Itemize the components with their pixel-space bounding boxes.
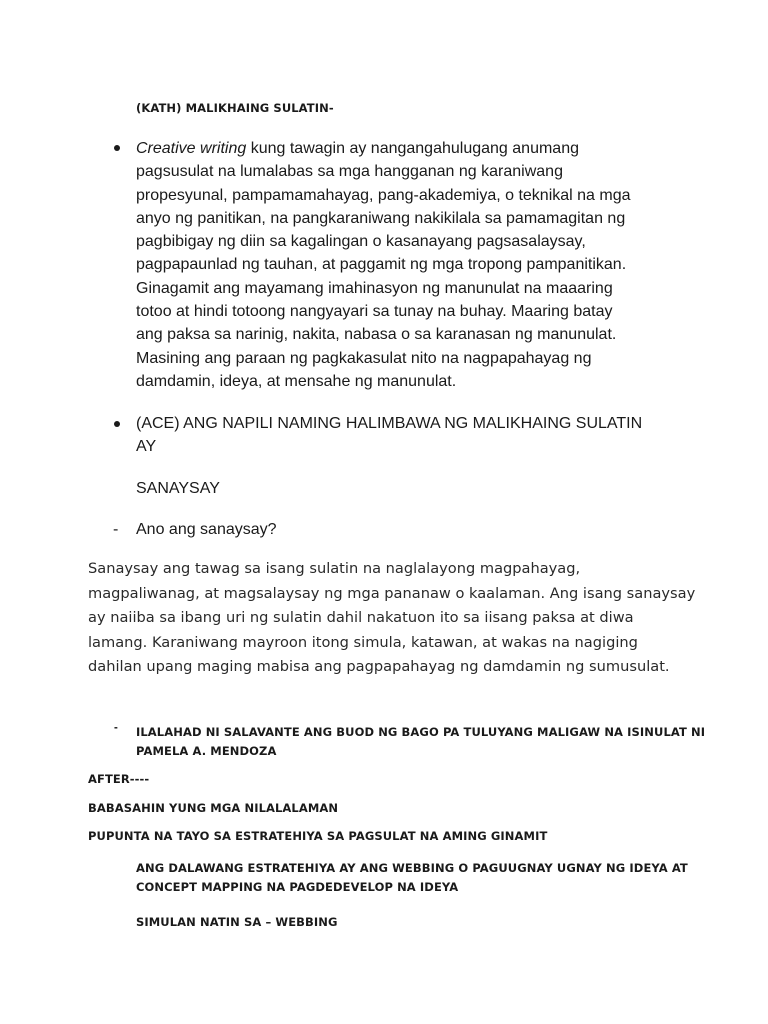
simulan-line: SIMULAN NATIN SA – WEBBING [136, 915, 338, 929]
paragraph-line: pagbibigay ng diin sa kagalingan o kasanayang pagsasalaysay, [136, 233, 586, 251]
salavante-item [136, 723, 756, 761]
ace-paragraph [136, 412, 756, 459]
paragraph-line: PAMELA A. MENDOZA [136, 744, 277, 758]
paragraph-line: ANG DALAWANG ESTRATEHIYA AY ANG WEBBING O PAGUUGNAY UGNAY NG IDEYA AT [136, 861, 688, 875]
paragraph-line: dahilan upang maging mabisa ang pagpapahayag ng damdamin ng sumusulat. [88, 658, 670, 676]
pupunta-line: PUPUNTA NA TAYO SA ESTRATEHIYA SA PAGSULAT NA AMING GINAMIT [88, 829, 548, 843]
paragraph-line: ay naiiba sa ibang uri ng sulatin dahil nakatuon ito sa iisang paksa at diwa [88, 609, 634, 627]
question-text: Ano ang sanaysay? [136, 521, 277, 538]
paragraph-line: ILALAHAD NI SALAVANTE ANG BUOD NG BAGO PA TULUYANG MALIGAW NA ISINULAT NI [136, 725, 706, 739]
paragraph-line: pagpapaunlad ng tauhan, at paggamit ng mga tropong pampanitikan. [136, 256, 627, 274]
sanaysay-label: SANAYSAY [136, 480, 220, 497]
section-heading-kath: (KATH) MALIKHAING SULATIN- [136, 101, 334, 115]
creative-writing-paragraph [136, 137, 756, 393]
sanaysay-definition [88, 557, 760, 680]
paragraph-line-text: kung tawagin ay nangangahulugang anumang [246, 140, 579, 157]
paragraph-line [136, 137, 756, 160]
bullet-dot [114, 421, 120, 427]
paragraph-line: Sanaysay ang tawag sa isang sulatin na naglalayong magpahayag, [88, 560, 581, 577]
paragraph-line: magpaliwanag, at magsalaysay ng mga pananaw o kaalaman. Ang isang sanaysay [88, 584, 696, 602]
paragraph-line: lamang. Karaniwang mayroon itong simula, katawan, at wakas na nagiging [88, 633, 638, 651]
paragraph-line: (ACE) ANG NAPILI NAMING HALIMBAWA NG MALIKHAING SULATIN [136, 415, 643, 432]
creative-writing-term: Creative writing [136, 140, 247, 157]
paragraph-line: damdamin, ideya, at mensahe ng manunulat. [136, 372, 457, 390]
paragraph-line: CONCEPT MAPPING NA PAGDEDEVELOP NA IDEYA [136, 880, 459, 894]
dalawang-estratehiya [136, 859, 756, 897]
paragraph-line: totoo at hindi totoong nangyayari sa tunay na buhay. Maaring batay [136, 303, 613, 321]
dash-marker: - [113, 521, 119, 538]
paragraph-line: Ginagamit ang mayamang imahinasyon ng manunulat na maaaring [136, 279, 613, 297]
paragraph-line: Masining ang paraan ng pagkakasulat nito na nagpapahayag ng [136, 349, 592, 367]
paragraph-line: pagsusulat na lumalabas sa mga hangganan ng karaniwang [136, 163, 563, 181]
dash-marker: - [114, 722, 118, 734]
babasahin-line: BABASAHIN YUNG MGA NILALALAMAN [88, 801, 339, 815]
paragraph-line: anyo ng panitikan, na pangkaraniwang nakikilala sa pamamagitan ng [136, 209, 626, 227]
bullet-dot [114, 145, 120, 151]
after-label: AFTER---- [88, 772, 150, 786]
paragraph-line: ang paksa sa narinig, nakita, nabasa o sa karanasan ng manunulat. [136, 326, 617, 344]
paragraph-line: AY [136, 438, 157, 456]
paragraph-line: propesyunal, pampamamahayag, pang-akademiya, o teknikal na mga [136, 186, 631, 204]
